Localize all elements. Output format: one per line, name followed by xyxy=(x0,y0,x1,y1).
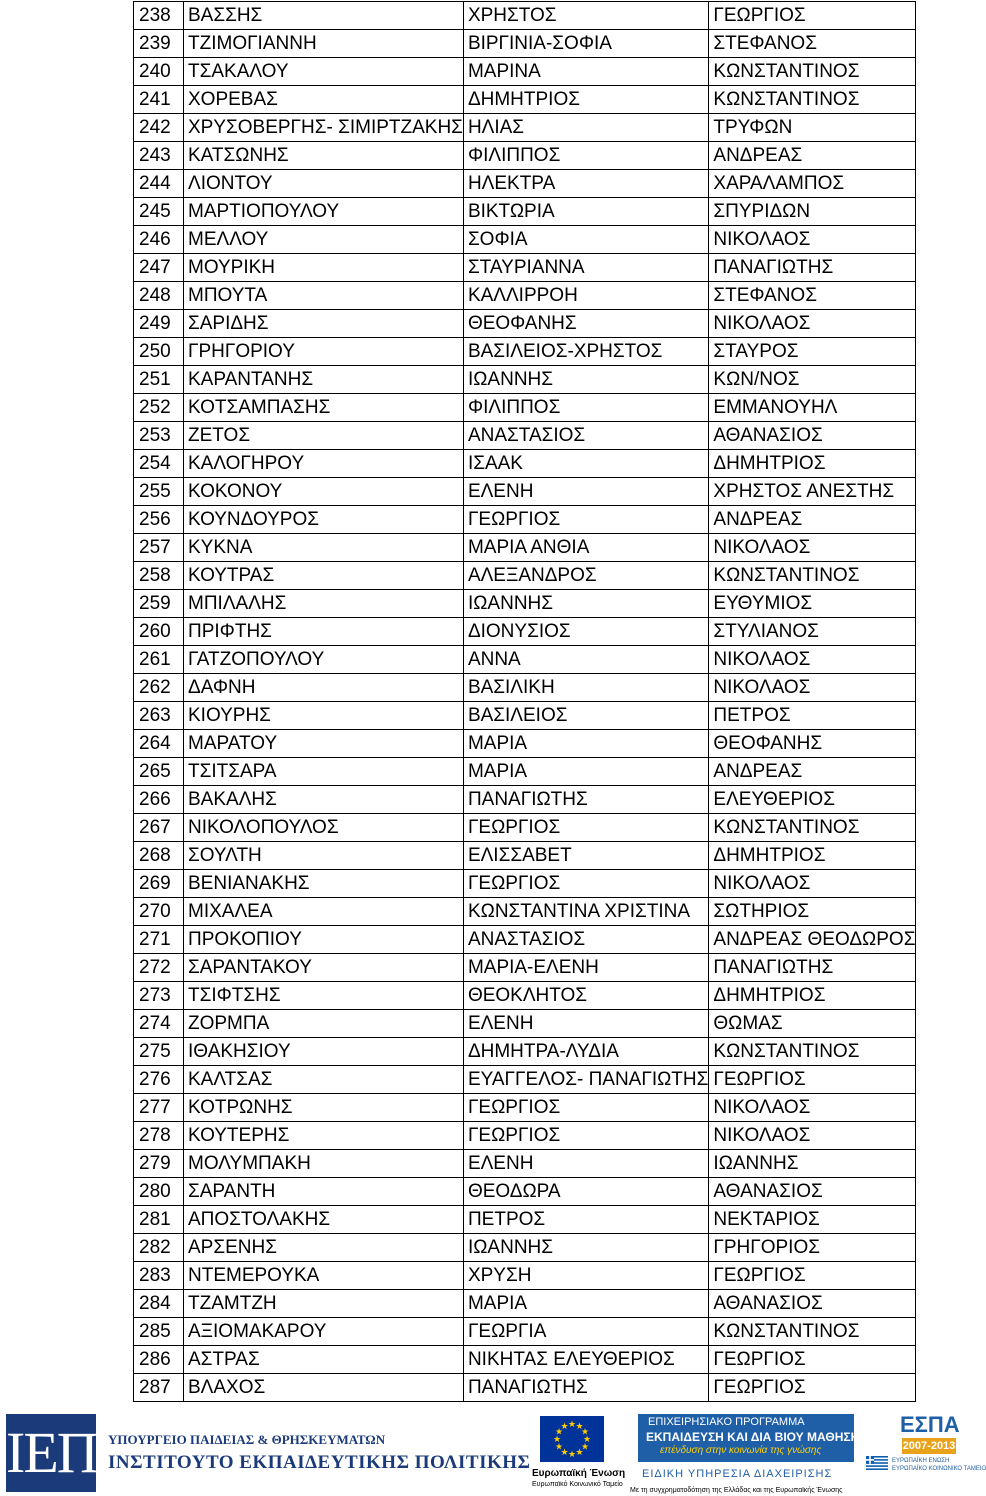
table-row xyxy=(134,254,916,282)
program-line1: ΕΠΙΧΕΙΡΗΣΙΑΚΟ ΠΡΟΓΡΑΜΜΑ xyxy=(648,1416,805,1428)
father-name-cell: ΝΙΚΟΛΑΟΣ xyxy=(709,870,916,898)
table-row xyxy=(134,1346,916,1374)
table-row xyxy=(134,1374,916,1402)
surname-cell: ΠΡΙΦΤΗΣ xyxy=(184,618,464,646)
father-name-cell: ΓΕΩΡΓΙΟΣ xyxy=(709,1262,916,1290)
father-name-cell: ΓΕΩΡΓΙΟΣ xyxy=(709,2,916,30)
first-name-cell: ΓΕΩΡΓΙΑ xyxy=(463,1318,708,1346)
table-row xyxy=(134,982,916,1010)
surname-cell: ΜΑΡΑΤΟΥ xyxy=(184,730,464,758)
first-name-cell: ΔΙΟΝΥΣΙΟΣ xyxy=(463,618,708,646)
table-row xyxy=(134,86,916,114)
first-name-cell: ΒΑΣΙΛΕΙΟΣ xyxy=(463,702,708,730)
row-number: 279 xyxy=(134,1150,184,1178)
eu-flag-icon xyxy=(540,1416,604,1462)
father-name-cell: ΚΩΝ/ΝΟΣ xyxy=(709,366,916,394)
father-name-cell: ΣΠΥΡΙΔΩΝ xyxy=(709,198,916,226)
row-number: 244 xyxy=(134,170,184,198)
surname-cell: ΚΑΤΣΩΝΗΣ xyxy=(184,142,464,170)
father-name-cell: ΑΝΔΡΕΑΣ ΘΕΟΔΩΡΟΣ xyxy=(709,926,916,954)
row-number: 268 xyxy=(134,842,184,870)
eu-star-icon: ★ xyxy=(554,1426,564,1437)
table-row xyxy=(134,226,916,254)
father-name-cell: ΣΤΕΦΑΝΟΣ xyxy=(709,282,916,310)
first-name-cell: ΕΛΙΣΣΑΒΕΤ xyxy=(463,842,708,870)
row-number: 270 xyxy=(134,898,184,926)
table-row xyxy=(134,30,916,58)
row-number: 254 xyxy=(134,450,184,478)
table-row xyxy=(134,1262,916,1290)
father-name-cell: ΑΝΔΡΕΑΣ xyxy=(709,758,916,786)
table-row xyxy=(134,338,916,366)
eu-star-icon: ★ xyxy=(567,1449,577,1459)
eu-star-icon: ★ xyxy=(560,1446,569,1457)
row-number: 258 xyxy=(134,562,184,590)
espa-caption-1: ΕΥΡΩΠΑΪΚΗ ΕΝΩΣΗ xyxy=(892,1458,950,1464)
eu-star-icon: ★ xyxy=(567,1419,577,1429)
table-row xyxy=(134,450,916,478)
table-row xyxy=(134,562,916,590)
table-row xyxy=(134,394,916,422)
row-number: 245 xyxy=(134,198,184,226)
surname-cell: ΜΠΙΛΑΛΗΣ xyxy=(184,590,464,618)
father-name-cell: ΠΕΤΡΟΣ xyxy=(709,702,916,730)
father-name-cell: ΕΜΜΑΝΟΥΗΛ xyxy=(709,394,916,422)
eu-star-icon: ★ xyxy=(580,1426,590,1437)
father-name-cell: ΚΩΝΣΤΑΝΤΙΝΟΣ xyxy=(709,814,916,842)
first-name-cell: ΦΙΛΙΠΠΟΣ xyxy=(463,142,708,170)
father-name-cell: ΧΑΡΑΛΑΜΠΟΣ xyxy=(709,170,916,198)
surname-cell: ΧΟΡΕΒΑΣ xyxy=(184,86,464,114)
table-row xyxy=(134,870,916,898)
first-name-cell: ΑΝΝΑ xyxy=(463,646,708,674)
surname-cell: ΖΟΡΜΠΑ xyxy=(184,1010,464,1038)
father-name-cell: ΕΥΘΥΜΙΟΣ xyxy=(709,590,916,618)
row-number: 281 xyxy=(134,1206,184,1234)
father-name-cell: ΝΙΚΟΛΑΟΣ xyxy=(709,1122,916,1150)
surname-cell: ΜΠΟΥΤΑ xyxy=(184,282,464,310)
first-name-cell: ΓΕΩΡΓΙΟΣ xyxy=(463,814,708,842)
row-number: 285 xyxy=(134,1318,184,1346)
row-number: 267 xyxy=(134,814,184,842)
table-row xyxy=(134,1290,916,1318)
eu-star-icon: ★ xyxy=(552,1434,562,1444)
father-name-cell: ΘΕΟΦΑΝΗΣ xyxy=(709,730,916,758)
eu-star-icon: ★ xyxy=(575,1421,584,1432)
father-name-cell: ΝΙΚΟΛΑΟΣ xyxy=(709,1094,916,1122)
first-name-cell: ΜΑΡΙΑ-ΕΛΕΝΗ xyxy=(463,954,708,982)
father-name-cell: ΝΙΚΟΛΑΟΣ xyxy=(709,226,916,254)
father-name-cell: ΔΗΜΗΤΡΙΟΣ xyxy=(709,450,916,478)
first-name-cell: ΑΛΕΞΑΝΔΡΟΣ xyxy=(463,562,708,590)
row-number: 264 xyxy=(134,730,184,758)
espa-caption-2: ΕΥΡΩΠΑΪΚΟ ΚΟΙΝΩΝΙΚΟ ΤΑΜΕΙΟ xyxy=(892,1466,986,1472)
father-name-cell: ΘΩΜΑΣ xyxy=(709,1010,916,1038)
surname-cell: ΑΠΟΣΤΟΛΑΚΗΣ xyxy=(184,1206,464,1234)
surname-cell: ΛΙΟΝΤΟΥ xyxy=(184,170,464,198)
eu-star-icon: ★ xyxy=(575,1446,584,1457)
first-name-cell: ΘΕΟΚΛΗΤΟΣ xyxy=(463,982,708,1010)
row-number: 284 xyxy=(134,1290,184,1318)
table-row xyxy=(134,506,916,534)
first-name-cell: ΚΩΝΣΤΑΝΤΙΝΑ ΧΡΙΣΤΙΝΑ xyxy=(463,898,708,926)
first-name-cell: ΓΕΩΡΓΙΟΣ xyxy=(463,870,708,898)
father-name-cell: ΓΕΩΡΓΙΟΣ xyxy=(709,1346,916,1374)
row-number: 266 xyxy=(134,786,184,814)
table-row xyxy=(134,1178,916,1206)
table-row xyxy=(134,1206,916,1234)
eu-sublabel: Ευρωπαϊκό Κοινωνικό Ταμείο xyxy=(532,1481,623,1488)
table-row xyxy=(134,1066,916,1094)
father-name-cell: ΠΑΝΑΓΙΩΤΗΣ xyxy=(709,954,916,982)
table-row xyxy=(134,1094,916,1122)
surname-cell: ΙΘΑΚΗΣΙΟΥ xyxy=(184,1038,464,1066)
surname-cell: ΠΡΟΚΟΠΙΟΥ xyxy=(184,926,464,954)
first-name-cell: ΜΑΡΙΑ xyxy=(463,1290,708,1318)
table-row xyxy=(134,702,916,730)
surname-cell: ΚΟΥΤΕΡΗΣ xyxy=(184,1122,464,1150)
footer xyxy=(0,1408,986,1496)
greek-flag-icon xyxy=(866,1456,888,1470)
row-number: 280 xyxy=(134,1178,184,1206)
table-row xyxy=(134,786,916,814)
row-number: 262 xyxy=(134,674,184,702)
first-name-cell: ΙΣΑΑΚ xyxy=(463,450,708,478)
father-name-cell: ΚΩΝΣΤΑΝΤΙΝΟΣ xyxy=(709,86,916,114)
first-name-cell: ΚΑΛΛΙΡΡΟΗ xyxy=(463,282,708,310)
row-number: 259 xyxy=(134,590,184,618)
table-row xyxy=(134,58,916,86)
row-number: 283 xyxy=(134,1262,184,1290)
table-row xyxy=(134,534,916,562)
table-row xyxy=(134,730,916,758)
surname-cell: ΜΙΧΑΛΕΑ xyxy=(184,898,464,926)
surname-cell: ΝΤΕΜΕΡΟΥΚΑ xyxy=(184,1262,464,1290)
first-name-cell: ΙΩΑΝΝΗΣ xyxy=(463,590,708,618)
first-name-cell: ΝΙΚΗΤΑΣ ΕΛΕΥΘΕΡΙΟΣ xyxy=(463,1346,708,1374)
first-name-cell: ΓΕΩΡΓΙΟΣ xyxy=(463,1122,708,1150)
table-row xyxy=(134,1234,916,1262)
father-name-cell: ΝΙΚΟΛΑΟΣ xyxy=(709,534,916,562)
table-row xyxy=(134,898,916,926)
surname-cell: ΚΑΡΑΝΤΑΝΗΣ xyxy=(184,366,464,394)
first-name-cell: ΓΕΩΡΓΙΟΣ xyxy=(463,1094,708,1122)
row-number: 278 xyxy=(134,1122,184,1150)
father-name-cell: ΑΝΔΡΕΑΣ xyxy=(709,142,916,170)
first-name-cell: ΓΕΩΡΓΙΟΣ xyxy=(463,506,708,534)
surname-cell: ΑΞΙΟΜΑΚΑΡΟΥ xyxy=(184,1318,464,1346)
surname-cell: ΚΟΥΤΡΑΣ xyxy=(184,562,464,590)
father-name-cell: ΑΘΑΝΑΣΙΟΣ xyxy=(709,1178,916,1206)
names-table-body xyxy=(134,2,916,1402)
names-table xyxy=(133,1,916,1402)
surname-cell: ΤΣΙΤΣΑΡΑ xyxy=(184,758,464,786)
father-name-cell: ΓΡΗΓΟΡΙΟΣ xyxy=(709,1234,916,1262)
surname-cell: ΔΑΦΝΗ xyxy=(184,674,464,702)
surname-cell: ΜΑΡΤΙΟΠΟΥΛΟΥ xyxy=(184,198,464,226)
father-name-cell: ΕΛΕΥΘΕΡΙΟΣ xyxy=(709,786,916,814)
eu-star-icon: ★ xyxy=(554,1441,564,1452)
row-number: 263 xyxy=(134,702,184,730)
surname-cell: ΓΡΗΓΟΡΙΟΥ xyxy=(184,338,464,366)
row-number: 272 xyxy=(134,954,184,982)
table-row xyxy=(134,842,916,870)
surname-cell: ΚΑΛΤΣΑΣ xyxy=(184,1066,464,1094)
surname-cell: ΒΑΣΣΗΣ xyxy=(184,2,464,30)
row-number: 255 xyxy=(134,478,184,506)
table-row xyxy=(134,282,916,310)
surname-cell: ΒΛΑΧΟΣ xyxy=(184,1374,464,1402)
surname-cell: ΚΑΛΟΓΗΡΟΥ xyxy=(184,450,464,478)
surname-cell: ΚΟΚΟΝΟΥ xyxy=(184,478,464,506)
table-row xyxy=(134,1150,916,1178)
table-row xyxy=(134,142,916,170)
first-name-cell: ΕΛΕΝΗ xyxy=(463,1010,708,1038)
row-number: 287 xyxy=(134,1374,184,1402)
row-number: 253 xyxy=(134,422,184,450)
first-name-cell: ΘΕΟΦΑΝΗΣ xyxy=(463,310,708,338)
eu-star-icon: ★ xyxy=(580,1441,590,1452)
father-name-cell: ΓΕΩΡΓΙΟΣ xyxy=(709,1066,916,1094)
row-number: 273 xyxy=(134,982,184,1010)
first-name-cell: ΜΑΡΙΑ ΑΝΘΙΑ xyxy=(463,534,708,562)
row-number: 271 xyxy=(134,926,184,954)
first-name-cell: ΠΕΤΡΟΣ xyxy=(463,1206,708,1234)
father-name-cell: ΣΤΥΛΙΑΝΟΣ xyxy=(709,618,916,646)
row-number: 261 xyxy=(134,646,184,674)
row-number: 247 xyxy=(134,254,184,282)
first-name-cell: ΗΛΕΚΤΡΑ xyxy=(463,170,708,198)
first-name-cell: ΙΩΑΝΝΗΣ xyxy=(463,366,708,394)
row-number: 238 xyxy=(134,2,184,30)
surname-cell: ΤΣΑΚΑΛΟΥ xyxy=(184,58,464,86)
program-line2: ΕΚΠΑΙΔΕΥΣΗ ΚΑΙ ΔΙΑ ΒΙΟΥ ΜΑΘΗΣΗ xyxy=(646,1430,860,1444)
eu-star-icon: ★ xyxy=(560,1421,569,1432)
row-number: 277 xyxy=(134,1094,184,1122)
program-line4: ΕΙΔΙΚΗ ΥΠΗΡΕΣΙΑ ΔΙΑΧΕΙΡΙΣΗΣ xyxy=(642,1468,833,1480)
table-row xyxy=(134,478,916,506)
father-name-cell: ΑΘΑΝΑΣΙΟΣ xyxy=(709,422,916,450)
first-name-cell: ΗΛΙΑΣ xyxy=(463,114,708,142)
first-name-cell: ΑΝΑΣΤΑΣΙΟΣ xyxy=(463,422,708,450)
father-name-cell: ΝΙΚΟΛΑΟΣ xyxy=(709,674,916,702)
surname-cell: ΚΙΟΥΡΗΣ xyxy=(184,702,464,730)
first-name-cell: ΠΑΝΑΓΙΩΤΗΣ xyxy=(463,1374,708,1402)
table-row xyxy=(134,646,916,674)
table-row xyxy=(134,954,916,982)
row-number: 282 xyxy=(134,1234,184,1262)
espa-years: 2007-2013 xyxy=(902,1440,956,1452)
father-name-cell: ΚΩΝΣΤΑΝΤΙΝΟΣ xyxy=(709,58,916,86)
table-row xyxy=(134,1122,916,1150)
first-name-cell: ΕΥΑΓΓΕΛΟΣ- ΠΑΝΑΓΙΩΤΗΣ xyxy=(463,1066,708,1094)
row-number: 243 xyxy=(134,142,184,170)
table-row xyxy=(134,926,916,954)
table-row xyxy=(134,2,916,30)
surname-cell: ΚΥΚΝΑ xyxy=(184,534,464,562)
father-name-cell: ΝΙΚΟΛΑΟΣ xyxy=(709,310,916,338)
table-row xyxy=(134,814,916,842)
surname-cell: ΚΟΥΝΔΟΥΡΟΣ xyxy=(184,506,464,534)
surname-cell: ΜΟΥΡΙΚΗ xyxy=(184,254,464,282)
surname-cell: ΣΟΥΛΤΗ xyxy=(184,842,464,870)
first-name-cell: ΧΡΗΣΤΟΣ xyxy=(463,2,708,30)
table-row xyxy=(134,310,916,338)
table-row xyxy=(134,1010,916,1038)
first-name-cell: ΣΟΦΙΑ xyxy=(463,226,708,254)
first-name-cell: ΔΗΜΗΤΡΙΟΣ xyxy=(463,86,708,114)
row-number: 252 xyxy=(134,394,184,422)
table-row xyxy=(134,170,916,198)
row-number: 275 xyxy=(134,1038,184,1066)
father-name-cell: ΑΝΔΡΕΑΣ xyxy=(709,506,916,534)
surname-cell: ΜΕΛΛΟΥ xyxy=(184,226,464,254)
surname-cell: ΒΑΚΑΛΗΣ xyxy=(184,786,464,814)
surname-cell: ΝΙΚΟΛΟΠΟΥΛΟΣ xyxy=(184,814,464,842)
row-number: 239 xyxy=(134,30,184,58)
row-number: 251 xyxy=(134,366,184,394)
row-number: 249 xyxy=(134,310,184,338)
first-name-cell: ΒΑΣΙΛΙΚΗ xyxy=(463,674,708,702)
surname-cell: ΣΑΡΙΔΗΣ xyxy=(184,310,464,338)
first-name-cell: ΕΛΕΝΗ xyxy=(463,478,708,506)
surname-cell: ΣΑΡΑΝΤΑΚΟΥ xyxy=(184,954,464,982)
first-name-cell: ΑΝΑΣΤΑΣΙΟΣ xyxy=(463,926,708,954)
row-number: 256 xyxy=(134,506,184,534)
first-name-cell: ΠΑΝΑΓΙΩΤΗΣ xyxy=(463,786,708,814)
father-name-cell: ΣΤΕΦΑΝΟΣ xyxy=(709,30,916,58)
father-name-cell: ΔΗΜΗΤΡΙΟΣ xyxy=(709,842,916,870)
row-number: 257 xyxy=(134,534,184,562)
father-name-cell: ΚΩΝΣΤΑΝΤΙΝΟΣ xyxy=(709,1038,916,1066)
surname-cell: ΚΟΤΣΑΜΠΑΣΗΣ xyxy=(184,394,464,422)
ministry-name: ΥΠΟΥΡΓΕΙΟ ΠΑΙΔΕΙΑΣ & ΘΡΗΣΚΕΥΜΑΤΩΝ xyxy=(108,1432,386,1447)
father-name-cell: ΠΑΝΑΓΙΩΤΗΣ xyxy=(709,254,916,282)
father-name-cell: ΚΩΝΣΤΑΝΤΙΝΟΣ xyxy=(709,562,916,590)
row-number: 260 xyxy=(134,618,184,646)
father-name-cell: ΔΗΜΗΤΡΙΟΣ xyxy=(709,982,916,1010)
cofinance-note: Με τη συγχρηματοδότηση της Ελλάδας και της Ευρωπαϊκής Ένωσης xyxy=(630,1487,843,1494)
table-row xyxy=(134,198,916,226)
father-name-cell: ΤΡΥΦΩΝ xyxy=(709,114,916,142)
first-name-cell: ΒΙΡΓΙΝΙΑ-ΣΟΦΙΑ xyxy=(463,30,708,58)
espa-title: ΕΣΠΑ xyxy=(900,1412,960,1437)
eu-label: Ευρωπαϊκή Ένωση xyxy=(532,1468,626,1479)
row-number: 241 xyxy=(134,86,184,114)
first-name-cell: ΦΙΛΙΠΠΟΣ xyxy=(463,394,708,422)
surname-cell: ΚΟΤΡΩΝΗΣ xyxy=(184,1094,464,1122)
row-number: 250 xyxy=(134,338,184,366)
row-number: 274 xyxy=(134,1010,184,1038)
table-row xyxy=(134,422,916,450)
father-name-cell: ΣΩΤΗΡΙΟΣ xyxy=(709,898,916,926)
father-name-cell: ΝΙΚΟΛΑΟΣ xyxy=(709,646,916,674)
first-name-cell: ΧΡΥΣΗ xyxy=(463,1262,708,1290)
table-row xyxy=(134,590,916,618)
row-number: 240 xyxy=(134,58,184,86)
surname-cell: ΒΕΝΙΑΝΑΚΗΣ xyxy=(184,870,464,898)
surname-cell: ΜΟΛΥΜΠΑΚΗ xyxy=(184,1150,464,1178)
row-number: 276 xyxy=(134,1066,184,1094)
program-line3: επένδυση στην κοινωνία της γνώσης xyxy=(660,1445,822,1456)
surname-cell: ΑΡΣΕΝΗΣ xyxy=(184,1234,464,1262)
father-name-cell: ΣΤΑΥΡΟΣ xyxy=(709,338,916,366)
father-name-cell: ΑΘΑΝΑΣΙΟΣ xyxy=(709,1290,916,1318)
table-row xyxy=(134,1318,916,1346)
father-name-cell: ΙΩΑΝΝΗΣ xyxy=(709,1150,916,1178)
father-name-cell: ΝΕΚΤΑΡΙΟΣ xyxy=(709,1206,916,1234)
row-number: 246 xyxy=(134,226,184,254)
eu-star-icon: ★ xyxy=(582,1434,592,1444)
first-name-cell: ΒΑΣΙΛΕΙΟΣ-ΧΡΗΣΤΟΣ xyxy=(463,338,708,366)
first-name-cell: ΙΩΑΝΝΗΣ xyxy=(463,1234,708,1262)
father-name-cell: ΚΩΝΣΤΑΝΤΙΝΟΣ xyxy=(709,1318,916,1346)
row-number: 286 xyxy=(134,1346,184,1374)
table-row xyxy=(134,1038,916,1066)
first-name-cell: ΜΑΡΙΑ xyxy=(463,730,708,758)
first-name-cell: ΒΙΚΤΩΡΙΑ xyxy=(463,198,708,226)
surname-cell: ΖΕΤΟΣ xyxy=(184,422,464,450)
surname-cell: ΤΖΑΜΤΖΗ xyxy=(184,1290,464,1318)
row-number: 242 xyxy=(134,114,184,142)
surname-cell: ΓΑΤΖΟΠΟΥΛΟΥ xyxy=(184,646,464,674)
first-name-cell: ΣΤΑΥΡΙΑΝΝΑ xyxy=(463,254,708,282)
first-name-cell: ΕΛΕΝΗ xyxy=(463,1150,708,1178)
table-row xyxy=(134,366,916,394)
first-name-cell: ΜΑΡΙΑ xyxy=(463,758,708,786)
iep-logo: ΙΕΠ xyxy=(6,1414,96,1492)
surname-cell: ΤΖΙΜΟΓΙΑΝΝΗ xyxy=(184,30,464,58)
institute-name: ΙΝΣΤΙΤΟΥΤΟ ΕΚΠΑΙΔΕΥΤΙΚΗΣ ΠΟΛΙΤΙΚΗΣ xyxy=(108,1452,531,1473)
first-name-cell: ΔΗΜΗΤΡΑ-ΛΥΔΙΑ xyxy=(463,1038,708,1066)
table-row xyxy=(134,618,916,646)
row-number: 269 xyxy=(134,870,184,898)
row-number: 265 xyxy=(134,758,184,786)
table-row xyxy=(134,758,916,786)
table-row xyxy=(134,674,916,702)
surname-cell: ΣΑΡΑΝΤΗ xyxy=(184,1178,464,1206)
surname-cell: ΧΡΥΣΟΒΕΡΓΗΣ- ΣΙΜΙΡΤΖΑΚΗΣ xyxy=(184,114,464,142)
father-name-cell: ΓΕΩΡΓΙΟΣ xyxy=(709,1374,916,1402)
surname-cell: ΑΣΤΡΑΣ xyxy=(184,1346,464,1374)
father-name-cell: ΧΡΗΣΤΟΣ ΑΝΕΣΤΗΣ xyxy=(709,478,916,506)
table-row xyxy=(134,114,916,142)
row-number: 248 xyxy=(134,282,184,310)
surname-cell: ΤΣΙΦΤΣΗΣ xyxy=(184,982,464,1010)
first-name-cell: ΜΑΡΙΝΑ xyxy=(463,58,708,86)
first-name-cell: ΘΕΟΔΩΡΑ xyxy=(463,1178,708,1206)
